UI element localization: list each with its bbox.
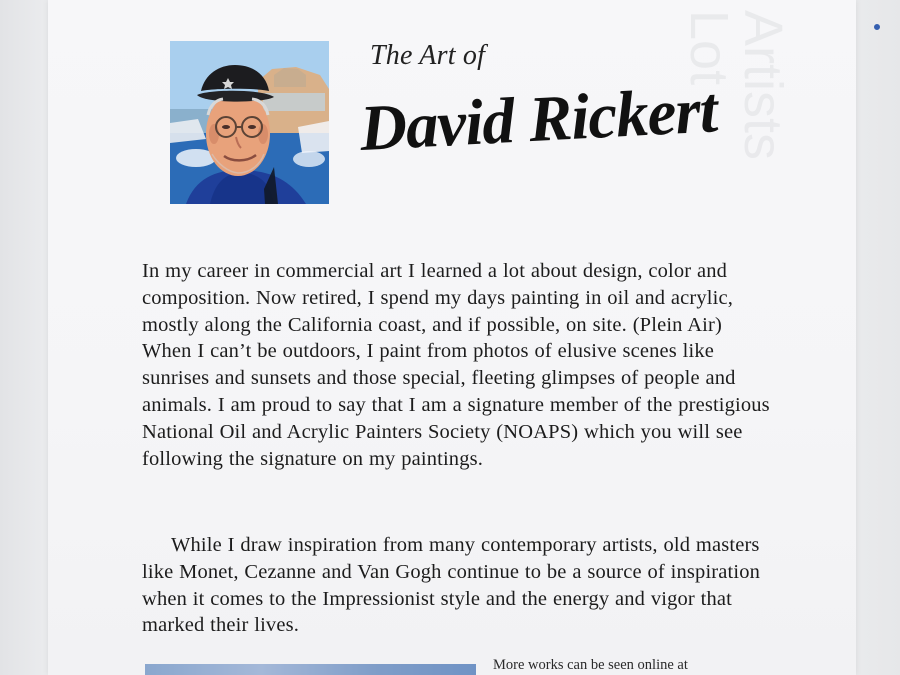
biography-paragraph-2: While I draw inspiration from many contemporary artists, old masters like Monet, Cezanne and Van Gogh continue to be a source of inspiration when it comes to the Impressionist style and the energy and vigor that marked their lives. <box>142 534 761 637</box>
online-works-note: More works can be seen online at <box>493 657 688 673</box>
artist-portrait-photo <box>170 41 329 204</box>
artist-name-title: David Rickert <box>358 74 719 165</box>
portrait-illustration <box>170 41 329 204</box>
biography-paragraph-1: In my career in commercial art I learned a lot about design, color and composition. Now retired, I spend my days painting in oil and acrylic, mostly along the California coast, and if possible, on site. (Plein Air) When I can’t be outdoors, I paint from photos of elusive scenes like sunrises and sunsets and those special, fleeting glimpses of people and animals. I am proud to say that I am a signature member of the prestigious National Oil and Acrylic Painters Society (NOAPS) which you will see following the signature on my paintings. <box>142 260 770 470</box>
subtitle-the-art-of: The Art of <box>370 40 486 71</box>
painting-preview-image <box>145 664 476 675</box>
artist-biography-card <box>48 0 856 675</box>
watermark-text: Artists Lot <box>679 10 793 161</box>
